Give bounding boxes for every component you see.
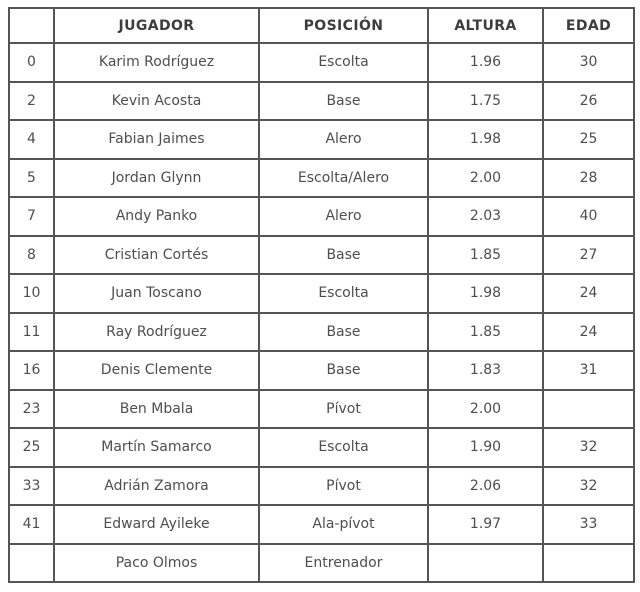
cell-dorsal: 25 [9,428,54,467]
cell-posicion: Base [259,82,428,121]
cell-dorsal: 23 [9,390,54,429]
cell-posicion: Pívot [259,467,428,506]
cell-jugador: Edward Ayileke [54,505,259,544]
cell-edad [543,544,634,583]
cell-altura: 1.85 [428,236,543,275]
cell-edad: 30 [543,43,634,82]
cell-altura: 2.03 [428,197,543,236]
cell-dorsal: 4 [9,120,54,159]
cell-edad: 32 [543,428,634,467]
cell-altura: 1.83 [428,351,543,390]
cell-edad: 28 [543,159,634,198]
table-row [9,544,634,583]
cell-posicion: Alero [259,197,428,236]
cell-altura: 1.98 [428,120,543,159]
cell-edad: 24 [543,274,634,313]
cell-edad: 31 [543,351,634,390]
cell-edad: 24 [543,313,634,352]
column-header-dorsal [9,8,54,43]
cell-posicion: Pívot [259,390,428,429]
cell-altura: 2.06 [428,467,543,506]
cell-altura: 1.85 [428,313,543,352]
cell-jugador: Fabian Jaimes [54,120,259,159]
table-row [9,197,634,236]
cell-dorsal [9,544,54,583]
cell-altura: 2.00 [428,159,543,198]
cell-jugador: Ben Mbala [54,390,259,429]
cell-edad: 40 [543,197,634,236]
cell-edad: 25 [543,120,634,159]
cell-jugador: Denis Clemente [54,351,259,390]
table-row [9,467,634,506]
cell-jugador: Karim Rodríguez [54,43,259,82]
cell-altura [428,544,543,583]
cell-edad: 26 [543,82,634,121]
cell-jugador: Ray Rodríguez [54,313,259,352]
header-row [9,8,634,43]
cell-posicion: Escolta/Alero [259,159,428,198]
table-row [9,351,634,390]
cell-posicion: Escolta [259,274,428,313]
table-row [9,236,634,275]
cell-altura: 1.96 [428,43,543,82]
column-header-altura: ALTURA [428,8,543,43]
cell-dorsal: 11 [9,313,54,352]
cell-edad [543,390,634,429]
cell-altura: 2.00 [428,390,543,429]
cell-altura: 1.75 [428,82,543,121]
cell-dorsal: 0 [9,43,54,82]
column-header-edad: EDAD [543,8,634,43]
cell-posicion: Ala-pívot [259,505,428,544]
cell-jugador: Cristian Cortés [54,236,259,275]
cell-dorsal: 8 [9,236,54,275]
cell-dorsal: 16 [9,351,54,390]
cell-altura: 1.98 [428,274,543,313]
players-table [8,7,635,583]
cell-jugador: Jordan Glynn [54,159,259,198]
table-row [9,82,634,121]
cell-posicion: Base [259,351,428,390]
cell-altura: 1.97 [428,505,543,544]
table-body [9,43,634,582]
cell-altura: 1.90 [428,428,543,467]
table-row [9,120,634,159]
cell-posicion: Alero [259,120,428,159]
cell-edad: 33 [543,505,634,544]
column-header-jugador: JUGADOR [54,8,259,43]
table-row [9,274,634,313]
table-row [9,428,634,467]
cell-jugador: Kevin Acosta [54,82,259,121]
cell-dorsal: 5 [9,159,54,198]
table-row [9,505,634,544]
cell-jugador: Adrián Zamora [54,467,259,506]
cell-dorsal: 33 [9,467,54,506]
cell-jugador: Paco Olmos [54,544,259,583]
cell-dorsal: 2 [9,82,54,121]
cell-posicion: Escolta [259,428,428,467]
table-row [9,43,634,82]
table-row [9,390,634,429]
cell-jugador: Andy Panko [54,197,259,236]
cell-posicion: Entrenador [259,544,428,583]
cell-edad: 27 [543,236,634,275]
cell-edad: 32 [543,467,634,506]
cell-jugador: Juan Toscano [54,274,259,313]
cell-dorsal: 41 [9,505,54,544]
table-row [9,313,634,352]
cell-jugador: Martín Samarco [54,428,259,467]
cell-posicion: Escolta [259,43,428,82]
cell-dorsal: 10 [9,274,54,313]
cell-posicion: Base [259,313,428,352]
cell-posicion: Base [259,236,428,275]
column-header-posicion: POSICIÓN [259,8,428,43]
cell-dorsal: 7 [9,197,54,236]
table-row [9,159,634,198]
